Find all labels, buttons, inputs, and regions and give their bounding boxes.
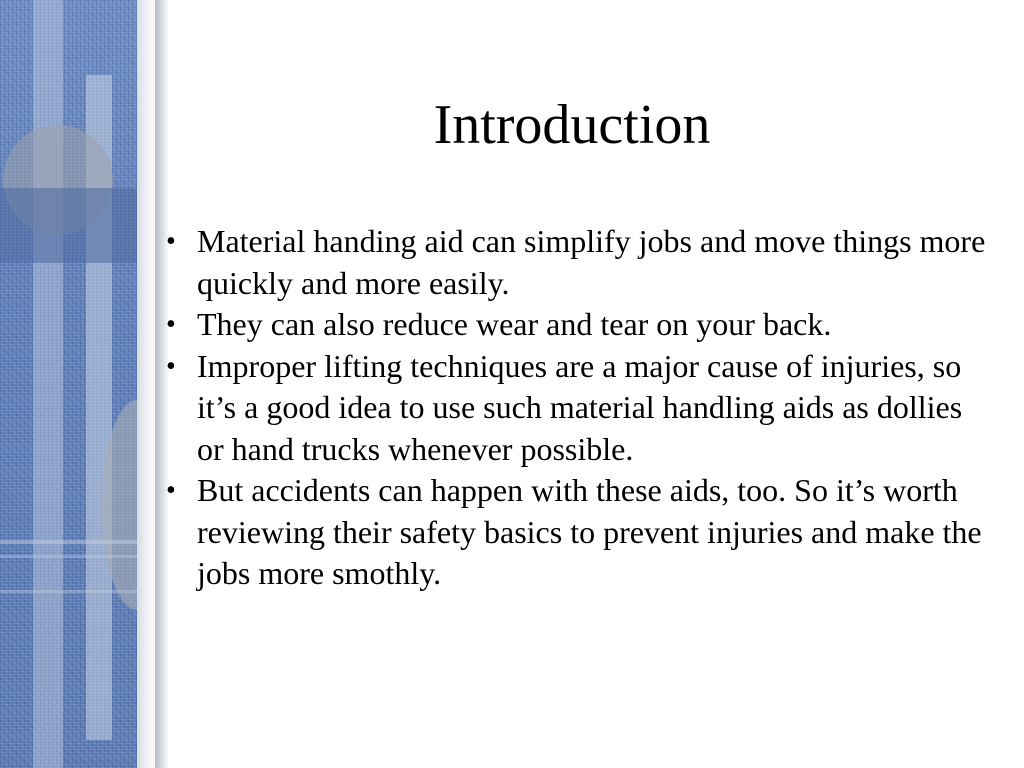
bullet-marker: • [166,475,176,506]
slide-title: Introduction [433,94,711,156]
pale-vertical-bar [33,0,63,768]
bullet-marker: • [166,309,176,340]
bullet-marker: • [166,226,176,257]
bullet-marker: • [166,350,176,382]
bullet-list [162,221,992,595]
bullet-text: They can also reduce wear and tear on your back. [197,306,832,342]
bullet-item [162,304,992,346]
decorative-shapes [0,0,137,768]
bullet-text: But accidents can happen with these aids, too. So it’s worth reviewing their safety basics to prevent injuries and make the jobs more smothly. [197,472,982,591]
bullet-text: Improper lifting techniques are a major cause of injuries, so it’s a good idea to use such material handling aids as dollies or hand trucks whenever possible. [197,347,963,467]
strip-edge-highlight [137,0,155,768]
bullet-item [162,346,992,471]
thin-stripe [0,540,137,544]
bullet-item [162,221,992,304]
bullet-text: Material handing aid can simplify jobs and move things more quickly and more easily. [197,223,986,301]
thin-stripe [0,555,137,558]
bullet-item [162,470,992,595]
decorative-side-strip [0,0,137,768]
thin-stripe [0,590,137,593]
horizontal-band [0,188,137,263]
